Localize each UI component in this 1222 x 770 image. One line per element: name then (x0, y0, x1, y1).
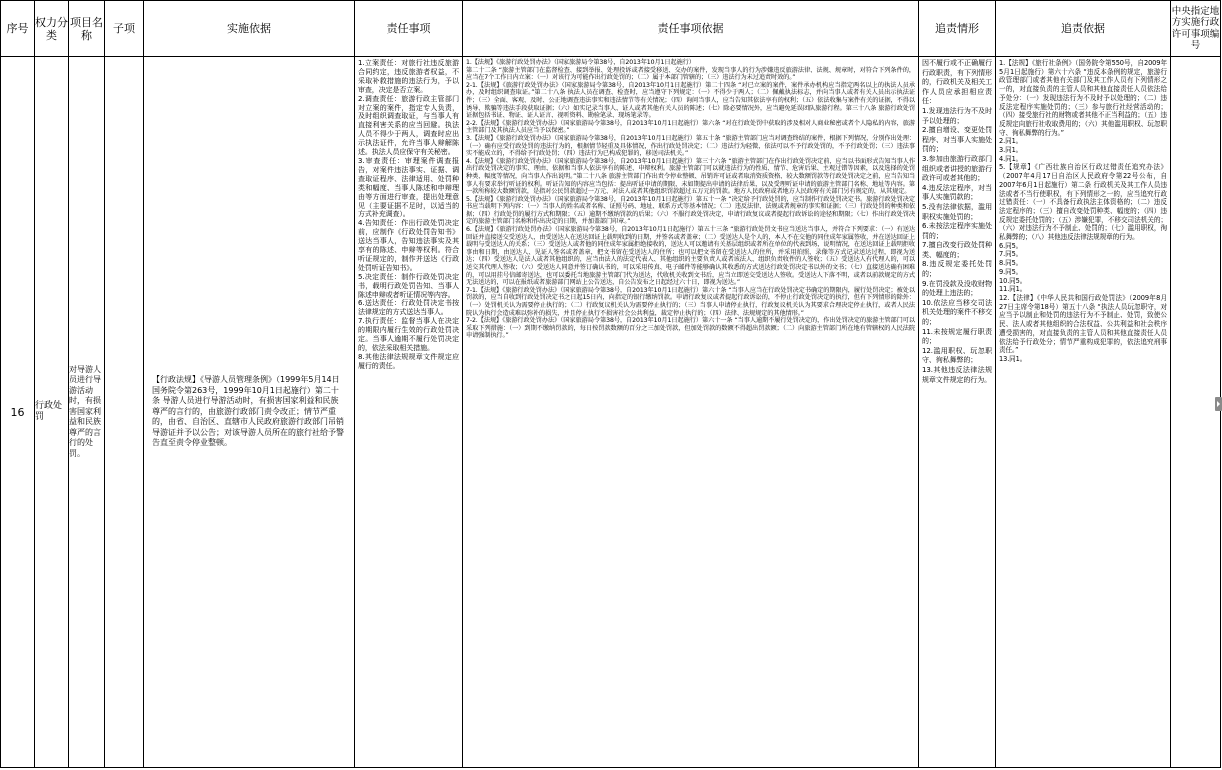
header-seq: 序号 (1, 1, 35, 57)
expand-arrow-icon[interactable] (1215, 397, 1222, 411)
header-row (1, 1, 1221, 57)
cell-responsibilities: 1.立案责任：对旅行社违反旅游合同约定，违反旅游者权益，不采取补救措施的违法行为，予以审查，决定是否立案。 2.调查责任：旅游行政主管部门对立案的案件，指定专人负责，及时组织调查取证，与当事人有直接利害关系的应当回避。执法人员不得少于两人，调查时应出示执法证件，允许当事人辩解陈述。执法人员应保守有关秘密。 3.审查责任：审理案件调查报告，对案件违法事实、证据、调查取证程序、法律适用、处罚种类和幅度、当事人陈述和申辩理由等方面进行审查，提出处理意见（主要证据不足时，以适当的方式补充调查）。 4.告知责任：作出行政处罚决定前，应制作《行政处罚告知书》送达当事人，告知违法事实及其享有的陈述、申辩等权利。符合听证规定的，制作并送达《行政处罚听证告知书》。 5.决定责任：制作行政处罚决定书，载明行政处罚告知、当事人陈述申辩或者听证情况等内容。 6.送达责任：行政处罚决定书按法律规定的方式送达当事人。 7.执行责任：监督当事人在决定的期限内履行生效的行政处罚决定。当事人逾期不履行处罚决定的，依法采取相关措施。 8.其他法律法规规章文件规定应履行的责任。 (355, 57, 463, 768)
cell-accountability-basis: 1.【法规】《旅行社条例》（国务院令第550号，自2009年5月1日起施行）第六十六条 “违反本条例的规定，旅游行政管理部门或者其他有关部门及其工作人员有下列情形之一的，对直接负责的主管人员和其他直接责任人员依法给予处分：（一）发现违法行为不及时予以处理的；（二）违反法定程序实施处罚的；（三）参与旅行社经营活动的；（四）接受旅行社的财物或者其他不正当利益的；（五）违反规定向旅行社收取费用的；（六）其他滥用职权、玩忽职守、徇私舞弊的行为。” 2.同1。 3.同1。 4.同1。 5.【规章】《广西壮族自治区行政过错责任追究办法》（2007年4月17日自治区人民政府令第22号公布，自2007年6月1日起施行）第二条 行政机关及其工作人员违法或者不当行使职权，有下列情形之一的，应当追究行政过错责任：（一）不具备行政执法主体资格的；（二）违反法定程序的；（三）擅自改变处罚种类、幅度的；（四）违反规定委托处罚的；（五）涉嫌犯罪，不移交司法机关的；（六）对违法行为不予制止、处罚的；（七）滥用职权，徇私舞弊的；（八）其他违反法律法规规章的行为。 6.同5。 7.同5。 8.同5。 9.同5。 10.同5。 11.同1。 12.【法律】《中华人民共和国行政处罚法》（2009年8月27日主席令第18号）第五十八条 “执法人员玩忽职守，对应当予以制止和处罚的违法行为不予制止、处罚，致使公民、法人或者其他组织的合法权益、公共利益和社会秩序遭受损害的，对直接负责的主管人员和其他直接责任人员依法给予行政处分；情节严重构成犯罪的，依法追究刑事责任。” 13.同1。 (996, 57, 1171, 768)
header-responsibility-basis: 责任事项依据 (463, 1, 919, 57)
header-basis: 实施依据 (144, 1, 355, 57)
cell-item-name: 对导游人员进行导游活动时，有损害国家利益和民族尊严的言行的处罚。 (69, 57, 105, 768)
header-sub-item: 子项 (105, 1, 144, 57)
header-item-name: 项目名称 (69, 1, 105, 57)
cell-accountability-cases: 因不履行或不正确履行行政职责，有下列情形的，行政机关及相关工作人员应承担相应责任： 1.发现违法行为不及时予以处理的； 2.擅自增设、变更处罚程序、对当事人实施处罚的； 3.参加由旅游行政部门组织或者讲授的旅游行政许可或者其他的； 4.违反法定程序，对当事人实施罚款的； 5.没有法律依据，滥用职权实施处罚的； 6.未按法定程序实施处罚的； 7.擅自改变行政处罚种类、幅度的； 8.违反规定委托处罚的； 9.在罚没款及没收财物的处理上违法的； 10.依法应当移交司法机关处理的案件不移交的； 11.未按规定履行职责的； 12.滥用职权、玩忽职守、徇私舞弊的； 13.其他违反法律法规规章文件规定的行为。 (919, 57, 996, 768)
cell-license-code (1171, 57, 1221, 768)
cell-responsibility-basis: 1.【法规】《旅游行政处罚办法》（国家旅游局令第38号，自2013年10月1日起施行） 第二十二条 “旅游主管部门在监督检查、接到举报、处理投诉或者接受移送、交办的案件，发现当事人的行为涉嫌违反旅游法律、法规、规章时，对符合下列条件的，应当在7个工作日内立案：（一）对该行为可能作出行政处罚的；（二）属于本部门管辖的；（三）违法行为未过追责时效的。” 2-1.【法规】《旅游行政处罚办法》（国家旅游局令第38号，自2013年10月1日起施行）第二十四条 “对已立案的案件，案件承办机构应当指定两名以上的执法人员承办，及时组织调查取证。”第二十八条 执法人员在调查、检查时，应当遵守下列规定：（一）不得少于两人；（二）佩戴执法标志，并向当事人或者有关人员出示执法证件；（三）全面、客观、及时、公正地调查违法事实和违法情节等有关情况；（四）询问当事人，应当告知其依法享有的权利；（五）依法收集与案件有关的证据，不得以诱导、欺骗等违法手段获取证据；（六）如实记录当事人、证人或者其他有关人员的陈述；（七）除必要情况外，应当避免延误团队旅游行程。第三十八条 旅游行政处罚证据包括书证、物证、证人证言、视听资料、勘验笔录、现场笔录等。 2-2.【法规】《旅游行政处罚办法》（国家旅游局令第38号，自2013年10月1日起施行）第六条 “对在行政处罚中获取的涉及相对人商业秘密或者个人隐私的内容，旅游主管部门及其执法人员应当予以保密。” 3.【法规】《旅游行政处罚办法》（国家旅游局令第38号，自2013年10月1日起施行）第五十条 “旅游主管部门应当对调查终结的案件，根据下列情况，分别作出处理：（一）确有应受行政处罚的违法行为的，根据情节轻重及具体情况，作出行政处罚决定；（二）违法行为轻微，依法可以不予行政处罚的，不予行政处罚；（三）违法事实不能成立的，不得给予行政处罚；（四）违法行为已构成犯罪的，移送司法机关。” 4.【法规】《旅游行政处罚办法》（国家旅游局令第38号，自2013年10月1日起施行）第三十六条 “旅游主管部门在作出行政处罚决定前，应当以书面形式告知当事人作出行政处罚决定的事实、理由、依据和当事人依法享有的陈述、申辩权利。旅游主管部门可以就违法行为的性质、情节、危害后果、主观过错等因素，以及选择的处罚种类、幅度等情况，向当事人作出说明。”第二十八条 旅游主管部门作出责令停业整顿、吊销许可证或者取消资质资格、较大数额罚款等行政处罚决定之前，应当告知当事人有要求举行听证的权利。听证告知的内容应当包括：提出听证申请的期限，未如期提出申请的法律后果，以及受理听证申请的旅游主管部门名称、地址等内容。第一款所称较大数额罚款，是指对公民罚款超过一万元、对法人或者其他组织罚款超过五万元的罚款。地方人民政府或者地方人民政府有关部门另有规定的，从其规定。 5.【法规】《旅游行政处罚办法》（国家旅游局令第38号，自2013年10月1日起施行）第五十一条 “决定给予行政处罚的，应当制作行政处罚决定书。旅游行政处罚决定书应当载明下列内容：（一）当事人的姓名或者名称、证照号码、地址、联系方式等基本情况；（二）违反法律、法规或者规章的事实和证据；（三）行政处罚的种类和依据；（四）行政处罚的履行方式和期限；（五）逾期不缴纳罚款的后果；（六）不服行政处罚决定，申请行政复议或者提起行政诉讼的途径和期限；（七）作出行政处罚决定的旅游主管部门名称和作出决定的日期，并加盖部门印章。” 6.【法规】《旅游行政处罚办法》（国家旅游局令第38号，自2013年10月1日起施行）第五十三条 “旅游行政处罚文书应当送达当事人，并符合下列要求：（一）有送达回证并直接送交受送达人，由受送达人在送达回证上载明收到的日期，并签名或者盖章；（二）受送达人是个人的，本人不在交他的同住成年家属签收，并在送达回证上载明与受送达人的关系；（三）受送达人或者他的同住成年家属拒绝接收的，送达人可以邀请有关基层组织或者所在单位的代表到场，说明情况，在送达回证上载明拒收事由和日期，由送达人、见证人签名或者盖章，把文书留在受送达人的住所；也可以把文书留在受送达人的住所，并采用拍照、录像等方式记录送达过程，即视为送达；（四）受送达人是法人或者其他组织的，应当由法人的法定代表人、其他组织的主要负责人或者该法人、组织负责收件的人签收；（五）受送达人有代理人的，可以送交其代理人签收；（六）受送达人同意并签订确认书的，可以采用传真、电子邮件等能够确认其收悉的方式送达行政处罚决定书以外的文书；（七）直接送达确有困难的，可以用挂号信邮寄送达，也可以委托当地旅游主管部门代为送达，代收机关收到文书后，应当立即送交受送达人签收。受送达人下落不明，或者以前款规定的方式无法送达的，可以在报纸或者旅游部门网站上公告送达，自公告发布之日起经过六十日，即视为送达。” 7-1.【法规】《旅游行政处罚办法》（国家旅游局令第38号，自2013年10月1日起施行）第六十条 “当事人应当在行政处罚决定书确定的期限内，履行处罚决定；被处以罚款的，应当自收到行政处罚决定书之日起15日内，向指定的银行缴纳罚款。申请行政复议或者提起行政诉讼的，不停止行政处罚决定的执行，但有下列情形的除外：（一）处罚机关认为需要停止执行的；（二）行政复议机关认为需要停止执行的；（三）当事人申请停止执行，行政复议机关认为其要求合理决定停止执行，或者人民法院认为执行会造成难以弥补的损失，并且停止执行不损害社会公共利益，裁定停止执行的；（四）法律、法规规定的其他情形。” 7-2.【法规】《旅游行政处罚办法》（国家旅游局令第38号，自2013年10月1日起施行）第六十一条 “当事人逾期不履行处罚决定的，作出处罚决定的旅游主管部门可以采取下列措施：（一）到期不缴纳罚款的，每日按罚款数额的百分之三加处罚款，但加处罚款的数额不得超出罚款额；（二）向旅游主管部门所在地有管辖权的人民法院申请强制执行。” (463, 57, 919, 768)
header-responsibilities: 责任事项 (355, 1, 463, 57)
header-category: 权力分类 (35, 1, 69, 57)
header-accountability-basis: 追责依据 (996, 1, 1171, 57)
cell-category: 行政处罚 (35, 57, 69, 768)
cell-basis: 【行政法规】《导游人员管理条例》（1999年5月14日国务院令第263号，1999年10月1日起施行）第二十条 导游人员进行导游活动时，有损害国家利益和民族尊严的言行的，由旅游行政部门责令改正；情节严重的，由省、自治区、直辖市人民政府旅游行政部门吊销导游证并予以公告；对该导游人员所在的旅行社给予警告直至责令停业整顿。 (144, 57, 355, 768)
header-accountability-cases: 追责情形 (919, 1, 996, 57)
table-row (1, 57, 1221, 768)
cell-sub-item (105, 57, 144, 768)
header-license-code: 中央指定地方实施行政许可事项编号 (1171, 1, 1221, 57)
cell-seq: 16 (1, 57, 35, 768)
